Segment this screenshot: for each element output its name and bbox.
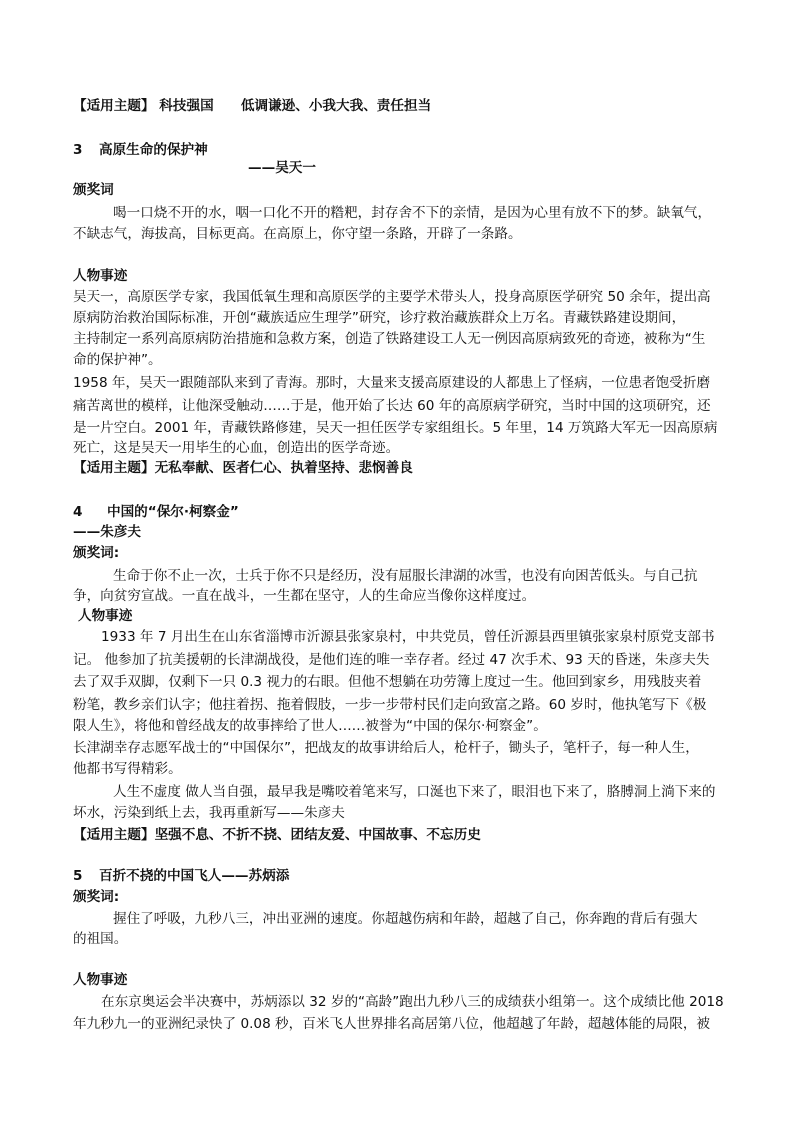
award-heading: 颁奖词: [73,889,120,905]
story-text-line: 吴天一，高原医学专家，我国低氧生理和高原医学的主要学术带头人，投身高原医学研究 50 余年，提出高 [73,289,711,305]
story-text-line: 痛苦离世的模样，让他深受触动……于是，他开始了长达 60 年的高原病学研究，当时中国的这项研究，还 [73,398,711,414]
theme-tag-label: 【适用主题】 [73,460,155,476]
award-text-line: 喝一口烧不开的水，咽一口化不开的糌粑，封存舍不下的亲情，是因为心里有放不下的梦。缺氧气， [113,205,712,221]
section-4-byline: ——朱彦夫 [73,524,141,540]
theme-tag-value: 坚强不息、不折不挠、团结友爱、中国故事、不忘历史 [154,827,481,843]
story-text-line: 主持制定一系列高原病防治措施和急救方案，创造了铁路建设工人无一例因高原病致死的奇迹，被称为“生 [73,331,706,347]
story-text-line: 他都书写得精彩。 [73,761,182,777]
section-3-title [73,140,733,160]
theme-tag-line [73,825,733,845]
theme-tag-value: 无私奉献、医者仁心、执着坚持、悲悯善良 [154,460,413,476]
section-title: 中国的“保尔·柯察金” [107,504,239,520]
quote-text-line: 人生不虚度 做人当自强，最早我是嘴咬着笔来写，口涎也下来了，眼泪也下来了，胳膊洞上淌下来的 [113,784,716,800]
story-text-line: 1933 年 7 月出生在山东省淄博市沂源县张家泉村，中共党员，曾任沂源县西里镇张家泉村原党支部书 [101,629,715,645]
story-text-line: 记。 他参加了抗美援朝的长津湖战役，是他们连的唯一幸存者。经过 47 次手术、93 天的昏迷，朱彦夫失 [73,652,710,668]
quote-text-line: 坏水，污染到纸上去，我再重新写——朱彦夫 [73,805,345,821]
story-text-line: 命的保护神”。 [73,352,162,368]
story-text-line: 在东京奥运会半决赛中，苏炳添以 32 岁的“高龄”跑出九秒八三的成绩获小组第一。这个成绩比他 2018 [101,994,724,1010]
story-text-line: 粉笔，教乡亲们认字；他拄着拐、拖着假肢，一步一步带村民们走向致富之路。60 岁时，他执笔写下《极 [73,697,707,713]
theme-tag-line [73,458,733,478]
section-5-title [73,866,733,886]
theme-tag-label: 【适用主题】 [73,827,155,843]
story-heading: 人物事迹 [73,972,128,988]
section-title: 百折不挠的中国飞人——苏炳添 [99,868,290,884]
award-text-line: 争，向贫穷宣战。一直在战斗，一生都在坚守，人的生命应当像你这样度过。 [73,588,536,604]
story-text-line: 去了双手双脚，仅剩下一只 0.3 视力的右眼。但他不想躺在功劳簿上度过一生。他回到家乡，用残肢夹着 [73,674,702,690]
section-4-title [73,502,733,522]
award-heading: 颁奖词: [73,545,120,561]
award-text-line: 不缺志气，海拔高，目标更高。在高原上，你守望一条路，开辟了一条路。 [73,226,522,242]
story-text-line: 长津湖幸存志愿军战士的“中国保尔”，把战友的故事讲给后人，枪杆子，锄头子，笔杆子，每一种人生， [73,740,699,756]
award-text-line: 的祖国。 [73,931,128,947]
story-heading: 人物事迹 [78,608,133,624]
section-title: 高原生命的保护神 [99,142,208,158]
award-text-line: 生命于你不止一次，士兵于你不只是经历，没有屈服长津湖的冰雪，也没有向困苦低头。与自己抗 [113,568,698,584]
story-text-line: 死亡，这是吴天一用毕生的心血，创造出的医学奇迹。 [73,440,400,456]
award-text-line: 握住了呼吸，九秒八三，冲出亚洲的速度。你超越伤病和年龄，超越了自己，你奔跑的背后有强大 [113,911,698,927]
section-3-byline: ——吴天一 [248,160,316,176]
section-number: 4 [73,504,83,520]
story-text-line: 1958 年，吴天一跟随部队来到了青海。那时，大量来支援高原建设的人都患上了怪病，一位患者饱受折磨 [73,375,711,391]
story-text-line: 是一片空白。2001 年，青藏铁路修建，吴天一担任医学专家组组长。5 年里，14 万筑路大军无一因高原病 [73,420,718,436]
story-text-line: 原病防治救治国际标准，开创“藏族适应生理学”研究，诊疗救治藏族群众上万名。青藏铁路建设期间， [73,310,686,326]
theme-tag-value: 科技强国 低调谦逊、小我大我、责任担当 [154,98,432,114]
story-heading: 人物事迹 [73,268,128,284]
section-number: 3 [73,142,83,158]
story-text-line: 限人生》，将他和曾经战友的故事摔给了世人……被誉为“中国的保尔·柯察金”。 [73,718,547,734]
award-heading: 颁奖词 [73,182,114,198]
story-text-line: 年九秒九一的亚洲纪录快了 0.08 秒，百米飞人世界排名高居第八位，他超越了年龄，超越体能的局限，被 [73,1016,711,1032]
theme-tag-label: 【适用主题】 [73,98,155,114]
theme-tag-line [73,96,733,116]
section-number: 5 [73,868,83,884]
